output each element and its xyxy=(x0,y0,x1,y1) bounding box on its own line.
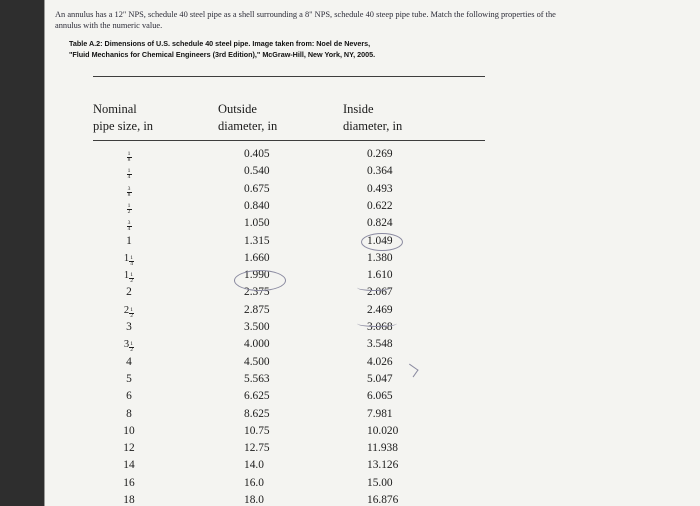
cell-outside-diameter: 5.563 xyxy=(244,372,270,385)
header-inside-line-1: Inside xyxy=(343,102,374,116)
cell-outside-diameter: 4.000 xyxy=(244,338,270,351)
nominal-fraction: $\frac{1}{8}$ xyxy=(127,151,131,163)
header-outside xyxy=(218,101,277,135)
nominal-fraction: $\frac{3}{4}$ xyxy=(127,220,131,233)
cell-outside-diameter: 3.500 xyxy=(244,321,270,333)
cell-inside-diameter: 0.364 xyxy=(367,165,393,178)
question-line-2: annulus with the numeric value. xyxy=(55,20,163,30)
cell-inside-diameter: 4.026 xyxy=(367,355,393,368)
header-nominal xyxy=(93,101,153,135)
nominal-fraction: 2 $\frac{1}{2}$ xyxy=(123,304,133,319)
caption-line-1: Table A.2: Dimensions of U.S. schedule 40 steel pipe. Image taken from: Noel de Nevers, xyxy=(69,39,371,48)
table-top-rule xyxy=(93,76,485,77)
cell-outside-diameter: 8.625 xyxy=(244,407,270,420)
cell-nominal xyxy=(118,252,140,267)
cell-inside-diameter: 1.380 xyxy=(367,251,393,264)
cell-outside-diameter: 2.875 xyxy=(244,303,270,316)
cell-nominal: 14 xyxy=(123,459,135,472)
cell-nominal xyxy=(118,304,140,319)
header-inside xyxy=(343,101,402,135)
table-caption xyxy=(69,39,629,60)
nominal-fraction: 1 $\frac{1}{2}$ xyxy=(123,270,133,285)
cell-nominal: 12 xyxy=(123,442,135,455)
cell-outside-diameter: 0.405 xyxy=(244,148,270,160)
cell-inside-diameter: 0.622 xyxy=(367,199,393,212)
pen-underline-mark xyxy=(357,284,391,291)
document-page xyxy=(44,0,700,506)
cell-inside-diameter: 6.065 xyxy=(367,390,393,403)
cell-outside-diameter: 1.315 xyxy=(244,234,270,247)
cell-nominal xyxy=(118,338,140,353)
nominal-fraction: 3 $\frac{1}{2}$ xyxy=(123,339,133,354)
nominal-fraction: 1 $\frac{1}{4}$ xyxy=(123,252,133,267)
cell-inside-diameter: 7.981 xyxy=(367,407,393,420)
cell-nominal: 5 xyxy=(126,372,132,385)
cell-outside-diameter: 6.625 xyxy=(244,390,270,403)
cell-inside-diameter: 0.269 xyxy=(367,148,393,160)
cell-nominal xyxy=(118,217,140,232)
cell-outside-diameter: 18.0 xyxy=(244,494,264,506)
cell-inside-diameter: 0.824 xyxy=(367,217,393,230)
header-nominal-line-1: Nominal xyxy=(93,102,137,116)
cell-outside-diameter: 1.990 xyxy=(244,269,270,282)
cell-nominal: 6 xyxy=(126,390,132,403)
header-outside-line-1: Outside xyxy=(218,102,257,116)
cell-inside-diameter: 2.067 xyxy=(367,286,393,299)
pen-circle-mark xyxy=(234,270,286,291)
cell-nominal xyxy=(118,269,140,284)
cell-inside-diameter: 2.469 xyxy=(367,303,393,316)
cell-inside-diameter: 10.020 xyxy=(367,424,399,437)
cell-nominal: 8 xyxy=(126,407,132,420)
cell-inside-diameter: 3.068 xyxy=(367,321,393,333)
cell-nominal xyxy=(118,200,140,215)
caption-line-2: "Fluid Mechanics for Chemical Engineers (3rd Edition)," McGraw-Hill, New York, NY, 2005. xyxy=(69,49,376,59)
header-nominal-line-2: pipe size, in xyxy=(93,119,154,133)
pen-underline-mark xyxy=(357,320,397,327)
cell-inside-diameter: 5.047 xyxy=(367,372,393,385)
cell-outside-diameter: 16.0 xyxy=(244,476,264,489)
cell-outside-diameter: 10.75 xyxy=(244,424,270,437)
cell-inside-diameter: 1.049 xyxy=(367,234,393,247)
nominal-fraction: $\frac{1}{2}$ xyxy=(127,202,131,215)
cell-inside-diameter: 15.00 xyxy=(367,476,393,489)
pen-circle-mark xyxy=(361,233,403,251)
cell-nominal: 1 xyxy=(126,234,132,247)
cell-nominal: 3 xyxy=(126,321,132,333)
cell-outside-diameter: 1.050 xyxy=(244,217,270,230)
cell-nominal: 2 xyxy=(126,286,132,299)
header-outside-line-2: diameter, in xyxy=(218,119,278,133)
cell-inside-diameter: 1.610 xyxy=(367,269,393,282)
header-rule xyxy=(93,140,485,141)
cell-nominal xyxy=(118,148,140,163)
cell-nominal xyxy=(118,165,140,180)
cell-nominal: 16 xyxy=(123,476,135,489)
question-line-1: An annulus has a 12" NPS, schedule 40 steel pipe as a shell surrounding a 8" NPS, schedule 40 steep pipe tube. Match the following properties of the xyxy=(55,10,556,19)
cell-nominal: 4 xyxy=(126,355,132,368)
cell-inside-diameter: 13.126 xyxy=(367,459,399,472)
cell-inside-diameter: 3.548 xyxy=(367,338,393,351)
cell-outside-diameter: 0.540 xyxy=(244,165,270,178)
cell-outside-diameter: 14.0 xyxy=(244,459,264,472)
cell-inside-diameter: 11.938 xyxy=(367,442,398,455)
cell-nominal: 10 xyxy=(123,424,135,437)
cell-inside-diameter: 16.876 xyxy=(367,494,399,506)
cell-outside-diameter: 4.500 xyxy=(244,355,270,368)
cell-inside-diameter: 0.493 xyxy=(367,182,393,195)
cell-outside-diameter: 12.75 xyxy=(244,442,270,455)
nominal-fraction: $\frac{1}{4}$ xyxy=(127,168,131,181)
header-inside-line-2: diameter, in xyxy=(343,119,403,133)
cell-outside-diameter: 2.375 xyxy=(244,286,270,299)
nominal-fraction: $\frac{3}{8}$ xyxy=(127,185,131,198)
cell-outside-diameter: 0.675 xyxy=(244,182,270,195)
question-text xyxy=(55,10,685,31)
cell-outside-diameter: 0.840 xyxy=(244,199,270,212)
cell-outside-diameter: 1.660 xyxy=(244,251,270,264)
cell-nominal xyxy=(118,183,140,198)
cell-nominal: 18 xyxy=(123,494,135,506)
